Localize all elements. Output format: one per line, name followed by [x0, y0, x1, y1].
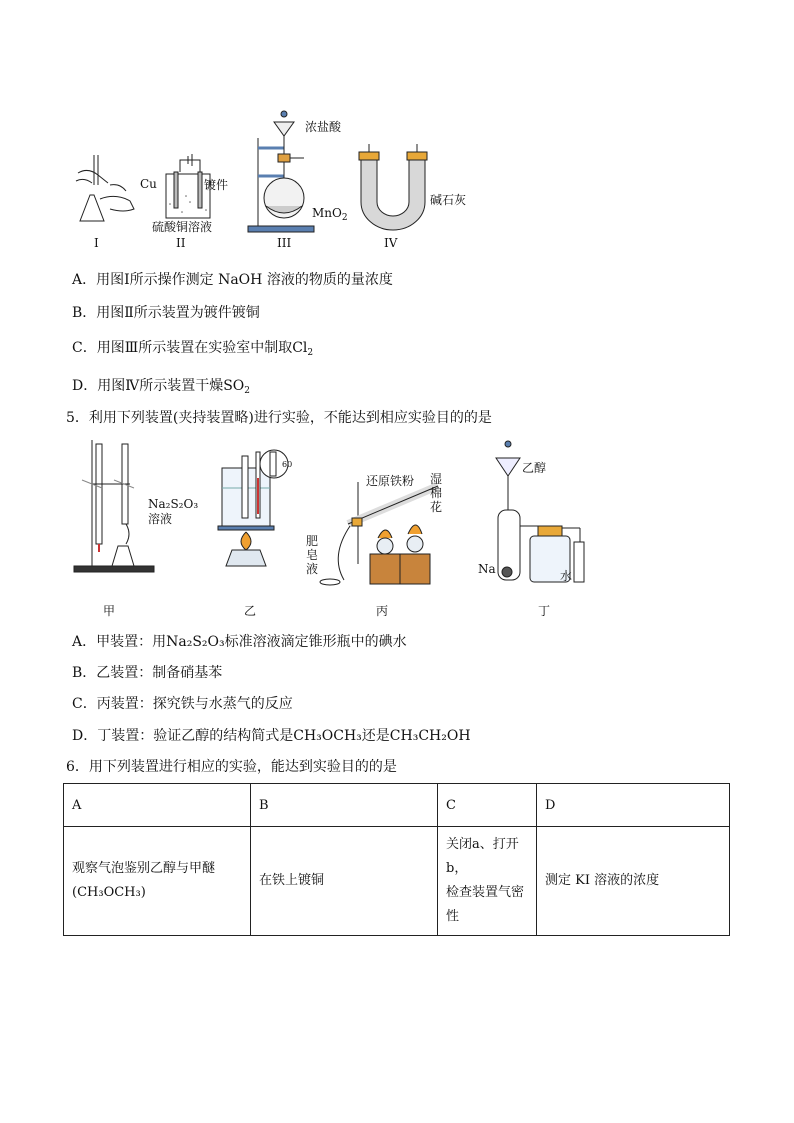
soap-3: 液: [306, 562, 319, 576]
q4-option-c: C．用图Ⅲ所示装置在实验室中制取$Cl_2$: [72, 340, 314, 358]
q6-stem: 6．用下列装置进行相应的实验，能达到实验目的的是: [66, 759, 397, 775]
table-row: [64, 827, 730, 936]
header-c: C: [438, 784, 537, 827]
cell-a: 观察气泡鉴别乙醇与甲醚 (CH₃OCH₃): [64, 827, 251, 936]
mno2-label: MnO$_2$: [312, 206, 348, 223]
conc-hcl-label: 浓盐酸: [305, 120, 342, 134]
header-d: D: [537, 784, 730, 827]
ethanol-label: 乙醇: [522, 461, 547, 475]
ch3och3-formula: CH₃OCH₃: [293, 728, 362, 744]
cell-c: 关闭a、打开b， 检查装置气密 性: [438, 827, 537, 936]
wet-cotton-2: 棉: [430, 486, 443, 500]
fig-iii-label: III: [277, 236, 292, 250]
figure-i-titration-hands: [72, 155, 142, 230]
figure-bing-iron-steam: [318, 478, 448, 588]
q5-option-d: D．丁装置：验证乙醇的结构简式是CH₃OCH₃还是CH₃CH₂OH: [72, 728, 471, 744]
q5-option-c: C．丙装置：探究铁与水蒸气的反应: [72, 696, 293, 712]
water-label: 水: [560, 569, 573, 583]
plated-piece-label: 镀件: [204, 178, 229, 192]
yi-label: 乙: [244, 604, 257, 618]
q4-option-d: D．用图Ⅳ所示装置干燥$SO_2$: [72, 378, 251, 396]
copper-sulfate-label: 硫酸铜溶液: [152, 220, 213, 234]
figure-iv-u-tube: [355, 148, 435, 233]
so2-formula: SO: [223, 378, 245, 394]
q4-option-a: A．用图Ⅰ所示操作测定 NaOH 溶液的物质的量浓度: [72, 272, 393, 288]
q5-option-b: B．乙装置：制备硝基苯: [72, 665, 223, 681]
figure-jia-titration: [70, 440, 160, 578]
fig-ii-label: II: [176, 236, 186, 250]
ding-label: 丁: [538, 604, 551, 618]
q5-stem: 5．利用下列装置(夹持装置略)进行实验，不能达到相应实验目的的是: [66, 410, 492, 426]
ch3ch2oh-formula: CH₃CH₂OH: [389, 728, 471, 744]
table-header-row: [64, 784, 730, 827]
wet-cotton-3: 花: [430, 500, 443, 514]
header-b: B: [251, 784, 438, 827]
na2s2o3-label-2: 溶液: [148, 512, 173, 526]
bing-label: 丙: [376, 604, 389, 618]
na-label: Na: [478, 562, 496, 576]
iron-powder-label: 还原铁粉: [366, 474, 415, 488]
q4-option-b: B．用图Ⅱ所示装置为镀件镀铜: [72, 305, 260, 321]
soda-lime-label: 碱石灰: [430, 193, 467, 207]
header-a: A: [64, 784, 251, 827]
cell-b: 在铁上镀铜: [251, 827, 438, 936]
q6-table: [63, 783, 730, 936]
cl2-formula: Cl: [292, 340, 308, 356]
q5-option-a: A．甲装置：用Na₂S₂O₃标准溶液滴定锥形瓶中的碘水: [72, 634, 407, 650]
jia-label: 甲: [103, 604, 116, 618]
fig-iv-label: IV: [384, 236, 398, 250]
wet-cotton-1: 湿: [430, 472, 443, 486]
cell-d: 测定 KI 溶液的浓度: [537, 827, 730, 936]
na2s2o3-formula: Na₂S₂O₃: [166, 634, 225, 650]
soap-2: 皂: [306, 548, 319, 562]
thermometer-reading: 60: [282, 460, 293, 469]
fig-i-label: I: [94, 236, 99, 250]
na2s2o3-label-1: Na₂S₂O₃: [148, 497, 199, 511]
cu-label: Cu: [140, 177, 157, 191]
soap-1: 肥: [306, 534, 319, 548]
